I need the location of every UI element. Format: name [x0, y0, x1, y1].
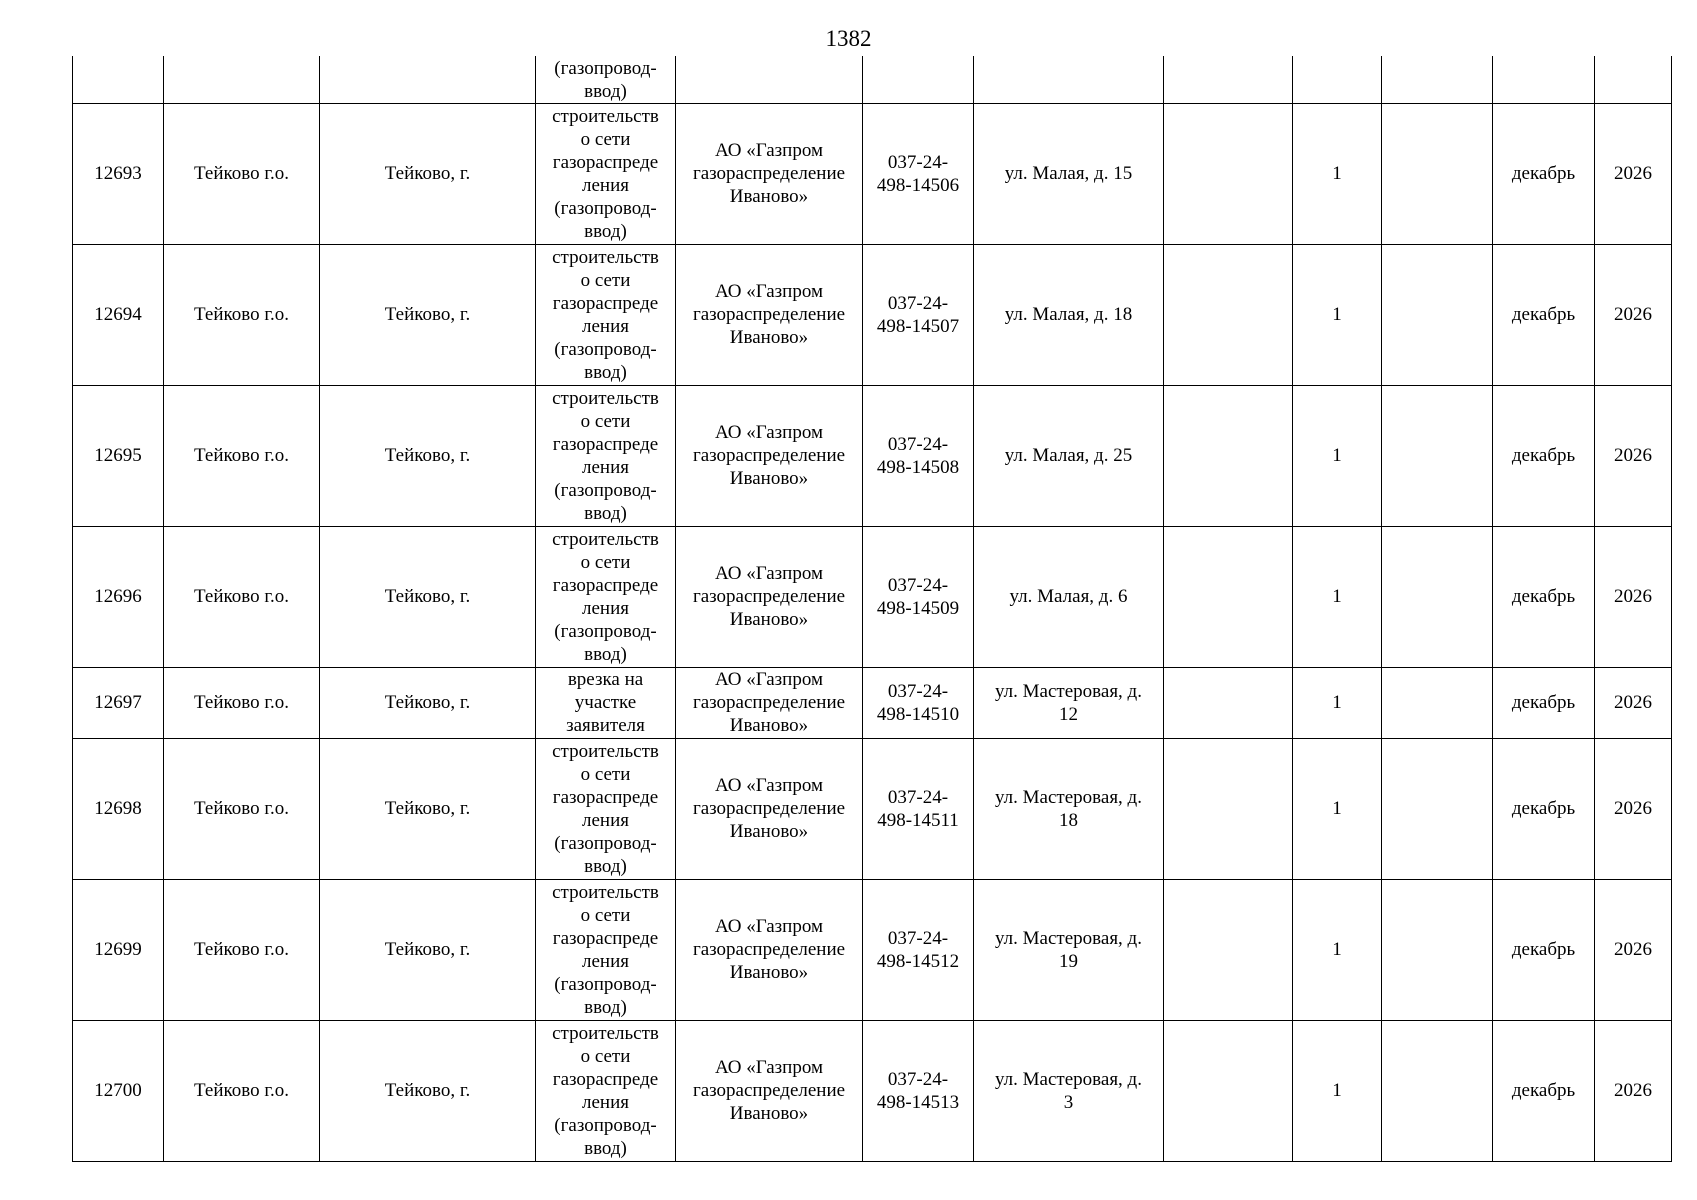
table-body: [73, 56, 1672, 1161]
cell-work: [536, 103, 676, 244]
cell-code-text: 037-24- 498-14513: [876, 1068, 960, 1113]
cell-work-text: строительств о сети газораспреде ления (газопровод- ввод): [552, 246, 659, 383]
cell-empty: [1382, 385, 1493, 526]
cell-district-text: Тейково г.о.: [194, 692, 289, 713]
cell-district: [164, 879, 320, 1020]
cell-district: [164, 244, 320, 385]
cell-num-text: 12696: [94, 586, 142, 607]
cell-empty: [1382, 103, 1493, 244]
table-row: [73, 738, 1672, 879]
cell-district-text: Тейково г.о.: [194, 798, 289, 819]
cell-code-text: 037-24- 498-14511: [877, 786, 959, 831]
cell-year: [1595, 667, 1672, 738]
cell-work: [536, 667, 676, 738]
cell-year: [1595, 738, 1672, 879]
cell-code-text: 037-24- 498-14506: [876, 151, 960, 196]
cell-num: [73, 738, 164, 879]
table-row: [73, 526, 1672, 667]
cell-qty: [1293, 1020, 1382, 1161]
cell-locality-text: Тейково, г.: [384, 586, 471, 607]
cell-month: [1493, 526, 1595, 667]
cell-month: [1493, 738, 1595, 879]
cell-num: [73, 1020, 164, 1161]
cell-org: [676, 1020, 863, 1161]
cell-code: [863, 385, 974, 526]
cell-qty: [1293, 385, 1382, 526]
table-row: [73, 385, 1672, 526]
cell-month-text: декабрь: [1511, 939, 1576, 960]
cell-locality: [320, 526, 536, 667]
cell-district: [164, 667, 320, 738]
cell-org-text: АО «Газпром газораспределение Иваново»: [692, 140, 846, 207]
cell-district: [164, 526, 320, 667]
cell-empty: [1164, 879, 1293, 1020]
cell-num: [73, 879, 164, 1020]
cell-empty: [1164, 667, 1293, 738]
cell-qty-text: 1: [1332, 939, 1342, 960]
cell-code: [863, 526, 974, 667]
cell-num: [73, 244, 164, 385]
cell-district-text: Тейково г.о.: [194, 1080, 289, 1101]
cell-code: [863, 103, 974, 244]
cell-year: [1595, 56, 1672, 103]
cell-qty-text: 1: [1332, 798, 1342, 819]
cell-num-text: 12694: [94, 304, 142, 325]
cell-code: [863, 244, 974, 385]
cell-month-text: декабрь: [1511, 445, 1576, 466]
cell-org: [676, 244, 863, 385]
cell-empty: [1382, 738, 1493, 879]
registry-table: [72, 56, 1672, 1162]
cell-num: [73, 667, 164, 738]
cell-work-text: (газопровод- ввод): [554, 57, 657, 102]
cell-locality: [320, 738, 536, 879]
cell-code: [863, 879, 974, 1020]
cell-code: [863, 56, 974, 103]
cell-org-text: АО «Газпром газораспределение Иваново»: [692, 563, 846, 630]
cell-num-text: 12693: [94, 163, 142, 184]
cell-address: [974, 526, 1164, 667]
cell-address: [974, 385, 1164, 526]
cell-year-text: 2026: [1614, 163, 1652, 184]
page-number: 1382: [825, 26, 872, 51]
cell-month-text: декабрь: [1511, 586, 1576, 607]
cell-year-text: 2026: [1614, 304, 1652, 325]
cell-empty: [1164, 1020, 1293, 1161]
cell-address-text: ул. Малая, д. 25: [1004, 445, 1133, 466]
cell-empty: [1164, 738, 1293, 879]
cell-district-text: Тейково г.о.: [194, 163, 289, 184]
cell-num-text: 12698: [94, 798, 142, 819]
cell-address: [974, 667, 1164, 738]
cell-work: [536, 738, 676, 879]
cell-qty: [1293, 56, 1382, 103]
cell-num-text: 12700: [94, 1080, 142, 1101]
cell-locality: [320, 103, 536, 244]
table-row: [73, 667, 1672, 738]
cell-month: [1493, 879, 1595, 1020]
cell-empty: [1164, 385, 1293, 526]
cell-qty-text: 1: [1332, 586, 1342, 607]
cell-year-text: 2026: [1614, 939, 1652, 960]
cell-qty-text: 1: [1332, 304, 1342, 325]
cell-locality: [320, 56, 536, 103]
cell-qty: [1293, 244, 1382, 385]
table-row-continuation: [73, 56, 1672, 103]
cell-address-text: ул. Малая, д. 18: [1004, 304, 1133, 325]
cell-locality: [320, 667, 536, 738]
cell-address: [974, 244, 1164, 385]
table-row: [73, 103, 1672, 244]
cell-org-text: АО «Газпром газораспределение Иваново»: [692, 916, 846, 983]
cell-locality-text: Тейково, г.: [384, 304, 471, 325]
cell-num: [73, 526, 164, 667]
cell-org-text: АО «Газпром газораспределение Иваново»: [692, 281, 846, 348]
cell-num: [73, 385, 164, 526]
cell-work-text: строительств о сети газораспреде ления (газопровод- ввод): [552, 881, 659, 1018]
cell-org-text: АО «Газпром газораспределение Иваново»: [692, 775, 846, 842]
cell-address: [974, 879, 1164, 1020]
cell-district: [164, 385, 320, 526]
cell-address: [974, 738, 1164, 879]
cell-qty: [1293, 526, 1382, 667]
table-row: [73, 1020, 1672, 1161]
cell-code-text: 037-24- 498-14507: [876, 292, 960, 337]
cell-address: [974, 103, 1164, 244]
cell-district-text: Тейково г.о.: [194, 586, 289, 607]
cell-locality: [320, 879, 536, 1020]
cell-code: [863, 667, 974, 738]
cell-month: [1493, 1020, 1595, 1161]
cell-org: [676, 738, 863, 879]
cell-empty: [1382, 244, 1493, 385]
cell-month-text: декабрь: [1511, 304, 1576, 325]
cell-org: [676, 879, 863, 1020]
cell-month-text: декабрь: [1511, 1080, 1576, 1101]
cell-month: [1493, 244, 1595, 385]
cell-month: [1493, 56, 1595, 103]
cell-month: [1493, 667, 1595, 738]
cell-work-text: строительств о сети газораспреде ления (газопровод- ввод): [552, 1022, 659, 1159]
cell-empty: [1382, 526, 1493, 667]
cell-num-text: 12697: [94, 692, 142, 713]
cell-org: [676, 526, 863, 667]
cell-num-text: 12695: [94, 445, 142, 466]
cell-locality-text: Тейково, г.: [384, 1080, 471, 1101]
cell-num: [73, 56, 164, 103]
cell-address-text: ул. Малая, д. 15: [1004, 163, 1133, 184]
cell-district-text: Тейково г.о.: [194, 939, 289, 960]
cell-district: [164, 1020, 320, 1161]
cell-num: [73, 103, 164, 244]
cell-code-text: 037-24- 498-14510: [876, 680, 960, 725]
cell-month: [1493, 385, 1595, 526]
cell-year-text: 2026: [1614, 586, 1652, 607]
cell-year: [1595, 526, 1672, 667]
cell-district: [164, 738, 320, 879]
cell-qty-text: 1: [1332, 692, 1342, 713]
cell-work: [536, 244, 676, 385]
cell-year: [1595, 1020, 1672, 1161]
cell-locality: [320, 1020, 536, 1161]
cell-locality-text: Тейково, г.: [384, 939, 471, 960]
cell-year: [1595, 385, 1672, 526]
cell-address-text: ул. Мастеровая, д. 12: [995, 680, 1142, 725]
table-row: [73, 244, 1672, 385]
cell-code-text: 037-24- 498-14509: [876, 574, 960, 619]
cell-work: [536, 385, 676, 526]
cell-org: [676, 103, 863, 244]
cell-empty: [1382, 56, 1493, 103]
cell-locality-text: Тейково, г.: [384, 445, 471, 466]
cell-work-text: строительств о сети газораспреде ления (газопровод- ввод): [552, 105, 659, 242]
cell-work: [536, 56, 676, 103]
cell-district-text: Тейково г.о.: [194, 445, 289, 466]
cell-year: [1595, 879, 1672, 1020]
cell-work: [536, 1020, 676, 1161]
cell-qty-text: 1: [1332, 445, 1342, 466]
cell-code: [863, 1020, 974, 1161]
cell-month: [1493, 103, 1595, 244]
cell-district: [164, 56, 320, 103]
cell-num-text: 12699: [94, 939, 142, 960]
cell-district: [164, 103, 320, 244]
cell-qty-text: 1: [1332, 163, 1342, 184]
cell-address-text: ул. Мастеровая, д. 19: [995, 927, 1142, 972]
cell-address-text: ул. Малая, д. 6: [1009, 586, 1128, 607]
cell-empty: [1164, 244, 1293, 385]
cell-address: [974, 1020, 1164, 1161]
cell-qty: [1293, 103, 1382, 244]
cell-year: [1595, 244, 1672, 385]
cell-work-text: строительств о сети газораспреде ления (газопровод- ввод): [552, 528, 659, 665]
cell-year: [1595, 103, 1672, 244]
cell-org-text: АО «Газпром газораспределение Иваново»: [692, 422, 846, 489]
cell-locality-text: Тейково, г.: [384, 163, 471, 184]
cell-work-text: строительств о сети газораспреде ления (газопровод- ввод): [552, 740, 659, 877]
cell-code: [863, 738, 974, 879]
cell-org-text: АО «Газпром газораспределение Иваново»: [692, 669, 846, 736]
cell-work-text: строительств о сети газораспреде ления (газопровод- ввод): [552, 387, 659, 524]
cell-locality: [320, 244, 536, 385]
cell-address: [974, 56, 1164, 103]
cell-qty-text: 1: [1332, 1080, 1342, 1101]
cell-empty: [1382, 879, 1493, 1020]
cell-address-text: ул. Мастеровая, д. 18: [995, 786, 1142, 831]
cell-year-text: 2026: [1614, 1080, 1652, 1101]
cell-org-text: АО «Газпром газораспределение Иваново»: [692, 1057, 846, 1124]
cell-org: [676, 385, 863, 526]
cell-locality: [320, 385, 536, 526]
cell-district-text: Тейково г.о.: [194, 304, 289, 325]
cell-month-text: декабрь: [1511, 798, 1576, 819]
table-row: [73, 879, 1672, 1020]
cell-qty: [1293, 738, 1382, 879]
cell-qty: [1293, 879, 1382, 1020]
cell-org: [676, 56, 863, 103]
cell-qty: [1293, 667, 1382, 738]
cell-address-text: ул. Мастеровая, д. 3: [995, 1068, 1142, 1113]
cell-work-text: врезка на участке заявителя: [566, 669, 645, 736]
cell-code-text: 037-24- 498-14508: [876, 433, 960, 478]
cell-empty: [1164, 526, 1293, 667]
cell-year-text: 2026: [1614, 798, 1652, 819]
cell-year-text: 2026: [1614, 445, 1652, 466]
cell-work: [536, 526, 676, 667]
cell-code-text: 037-24- 498-14512: [876, 927, 960, 972]
cell-empty: [1164, 103, 1293, 244]
cell-locality-text: Тейково, г.: [384, 692, 471, 713]
cell-year-text: 2026: [1614, 692, 1652, 713]
cell-month-text: декабрь: [1511, 692, 1576, 713]
cell-work: [536, 879, 676, 1020]
cell-month-text: декабрь: [1511, 163, 1576, 184]
cell-empty: [1164, 56, 1293, 103]
cell-locality-text: Тейково, г.: [384, 798, 471, 819]
cell-org: [676, 667, 863, 738]
cell-empty: [1382, 1020, 1493, 1161]
cell-empty: [1382, 667, 1493, 738]
